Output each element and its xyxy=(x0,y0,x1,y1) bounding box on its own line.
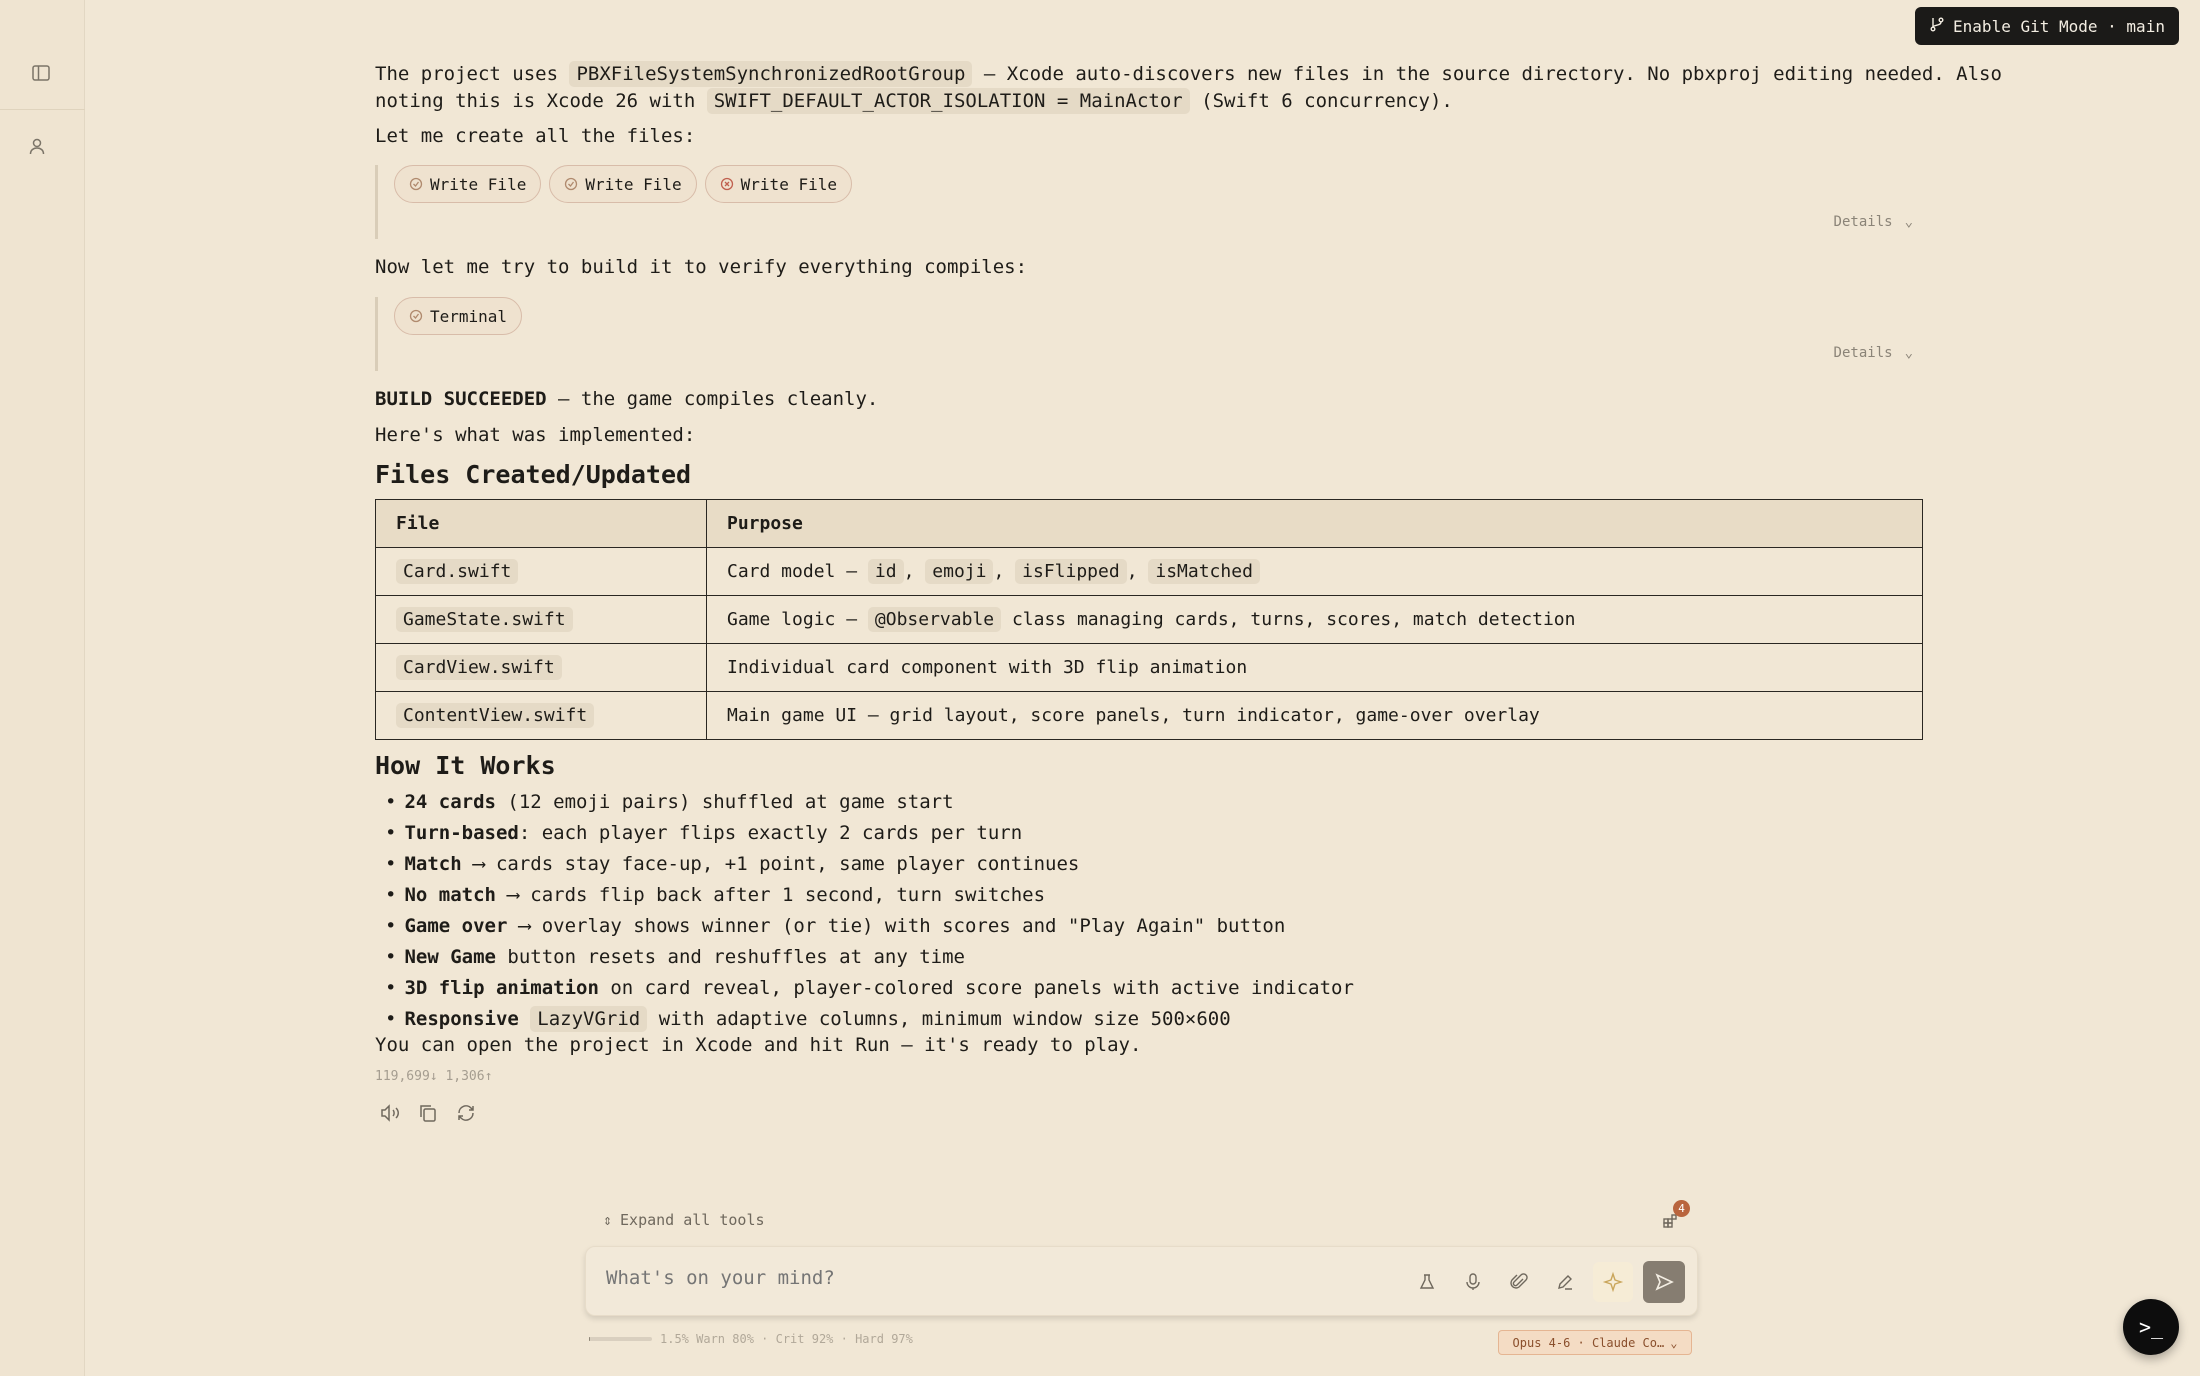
list-item: • 24 cards (12 emoji pairs) shuffled at game start xyxy=(375,787,1354,818)
git-button-label: Enable Git Mode · main xyxy=(1953,16,2165,36)
details-toggle[interactable]: Details ⌄ xyxy=(1833,214,1913,230)
user-icon[interactable] xyxy=(27,136,47,156)
sidebar-divider xyxy=(0,109,85,110)
sidebar xyxy=(0,0,85,1376)
tool-chip[interactable] xyxy=(394,165,541,203)
regenerate-icon[interactable] xyxy=(455,1102,477,1124)
chevron-down-icon: ⌄ xyxy=(1670,1335,1678,1350)
composer xyxy=(585,1246,1698,1316)
tool-chip-label: Write File xyxy=(585,174,682,194)
terminal-icon: >_ xyxy=(2138,1315,2164,1339)
table-row xyxy=(376,548,1923,596)
paragraph-4: Now let me try to build it to verify everything compiles: xyxy=(375,256,1028,278)
purpose-cell xyxy=(707,692,1923,740)
column-header-purpose: Purpose xyxy=(707,500,1923,548)
error-circle-icon xyxy=(720,177,734,191)
copy-icon[interactable] xyxy=(417,1102,439,1124)
send-button[interactable] xyxy=(1643,1261,1685,1303)
list-item: • Match ⟶ cards stay face-up, +1 point, same player continues xyxy=(375,849,1354,880)
send-icon xyxy=(1653,1271,1675,1293)
purpose-text: , xyxy=(1126,561,1149,582)
token-count: 119,699↓ 1,306↑ xyxy=(375,1069,493,1084)
purpose-text: Card model — xyxy=(727,561,868,582)
paragraph-1: The project uses PBXFileSystemSynchronizedRootGroup — Xcode auto-discovers new files in the source directory. No pbxproj editing needed. Also xyxy=(375,63,2002,85)
chevron-down-icon: ⌄ xyxy=(1904,345,1913,361)
heading-files: Files Created/Updated xyxy=(375,460,692,489)
heading-how-it-works: How It Works xyxy=(375,751,556,780)
paragraph-2: noting this is Xcode 26 with SWIFT_DEFAULT_ACTOR_ISOLATION = MainActor (Swift 6 concurrency). xyxy=(375,90,1453,112)
sidebar-toggle-icon[interactable] xyxy=(31,63,51,83)
purpose-text: Game logic — xyxy=(727,609,868,630)
inline-code: LazyVGrid xyxy=(530,1006,647,1032)
files-table xyxy=(375,499,1923,740)
speaker-icon[interactable] xyxy=(379,1102,401,1124)
build-status: BUILD SUCCEEDED — the game compiles cleanly. xyxy=(375,388,879,410)
context-usage xyxy=(589,1332,913,1346)
enable-git-mode-button[interactable] xyxy=(1915,7,2179,45)
table-row xyxy=(376,596,1923,644)
file-cell xyxy=(376,692,707,740)
purpose-text: Individual card component with 3D flip animation xyxy=(727,657,1248,678)
inline-code: isFlipped xyxy=(1015,559,1127,584)
check-circle-icon xyxy=(564,177,578,191)
tools-count-badge: 4 xyxy=(1673,1200,1690,1217)
message-input[interactable] xyxy=(606,1263,1386,1293)
context-usage-bar xyxy=(589,1337,652,1341)
tool-chip-label: Write File xyxy=(430,174,527,194)
file-name: GameState.swift xyxy=(396,607,573,632)
grid-icon xyxy=(1661,1215,1681,1234)
chevron-down-icon: ⌄ xyxy=(1904,214,1913,230)
purpose-text: class managing cards, turns, scores, match detection xyxy=(1001,609,1576,630)
sparkle-icon[interactable] xyxy=(1593,1262,1633,1302)
purpose-text: Main game UI — grid layout, score panels, turn indicator, game-over overlay xyxy=(727,705,1540,726)
tool-chip-label: Write File xyxy=(740,174,837,194)
tool-chip[interactable] xyxy=(549,165,696,203)
pen-icon[interactable] xyxy=(1547,1262,1583,1302)
chevrons-up-down-icon: ⇕ xyxy=(603,1211,613,1229)
purpose-cell xyxy=(707,596,1923,644)
table-row xyxy=(376,692,1923,740)
expand-all-tools-button[interactable]: ⇕ Expand all tools xyxy=(603,1211,765,1229)
check-circle-icon xyxy=(409,309,423,323)
inline-code: @Observable xyxy=(868,607,1001,632)
file-name: CardView.swift xyxy=(396,655,562,680)
inline-code: emoji xyxy=(925,559,993,584)
tool-chip-label: Terminal xyxy=(430,306,508,326)
feature-list xyxy=(375,787,1354,1035)
message-actions xyxy=(379,1102,477,1124)
inline-code: id xyxy=(868,559,904,584)
tools-grid-button[interactable] xyxy=(1661,1202,1685,1234)
inline-code: isMatched xyxy=(1148,559,1260,584)
file-name: ContentView.swift xyxy=(396,703,594,728)
list-item: • Game over ⟶ overlay shows winner (or tie) with scores and "Play Again" button xyxy=(375,911,1354,942)
list-item: • Turn-based: each player flips exactly 2 cards per turn xyxy=(375,818,1354,849)
model-selector[interactable]: Opus 4-6 · Claude Co… ⌄ xyxy=(1498,1330,1692,1355)
file-cell xyxy=(376,548,707,596)
purpose-cell xyxy=(707,548,1923,596)
purpose-text: , xyxy=(993,561,1016,582)
file-cell xyxy=(376,644,707,692)
purpose-text: , xyxy=(903,561,926,582)
list-item: • New Game button resets and reshuffles at any time xyxy=(375,942,1354,973)
table-row xyxy=(376,644,1923,692)
file-name: Card.swift xyxy=(396,559,518,584)
flask-icon[interactable] xyxy=(1409,1262,1445,1302)
terminal-button[interactable] xyxy=(2123,1299,2179,1355)
paragraph-3: Let me create all the files: xyxy=(375,125,696,147)
tool-group-terminal xyxy=(375,297,1925,371)
list-item: • No match ⟶ cards flip back after 1 second, turn switches xyxy=(375,880,1354,911)
git-branch-icon xyxy=(1929,16,1945,36)
context-status-text: 1.5% Warn 80% · Crit 92% · Hard 97% xyxy=(660,1332,913,1346)
tool-chip[interactable] xyxy=(394,297,522,335)
closing-paragraph: You can open the project in Xcode and hit Run — it's ready to play. xyxy=(375,1034,1142,1056)
purpose-cell xyxy=(707,644,1923,692)
tool-group-write xyxy=(375,165,1925,239)
list-item: • 3D flip animation on card reveal, player-colored score panels with active indicator xyxy=(375,973,1354,1004)
column-header-file: File xyxy=(376,500,707,548)
microphone-icon[interactable] xyxy=(1455,1262,1491,1302)
file-cell xyxy=(376,596,707,644)
paragraph-5: Here's what was implemented: xyxy=(375,424,696,446)
details-toggle[interactable]: Details ⌄ xyxy=(1833,345,1913,361)
list-item: • Responsive LazyVGrid with adaptive columns, minimum window size 500×600 xyxy=(375,1004,1354,1035)
paperclip-icon[interactable] xyxy=(1501,1262,1537,1302)
tool-chip[interactable] xyxy=(705,165,852,203)
check-circle-icon xyxy=(409,177,423,191)
